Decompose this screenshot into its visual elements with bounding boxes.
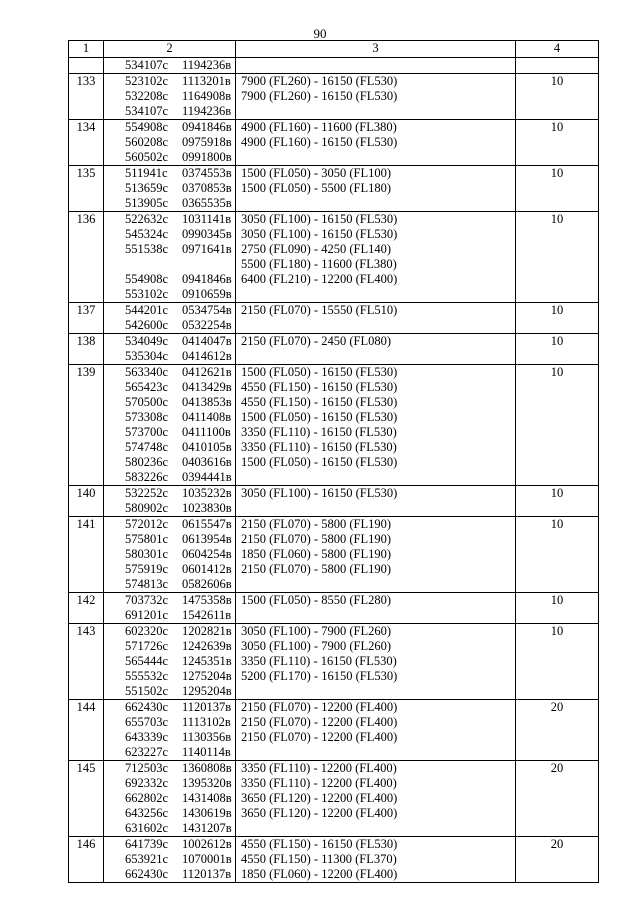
longitude: 0601412в [182,562,232,576]
row-number: 139 [69,365,104,486]
coordinate-line [125,517,235,532]
longitude: 1542611в [182,608,232,622]
coordinate-line [125,639,235,654]
longitude: 0604254в [182,547,232,561]
altitude-range [241,287,515,302]
latitude: 575919с [125,562,169,576]
coordinate-line [125,212,235,227]
row-number: 143 [69,624,104,700]
altitude-range [241,150,515,165]
coordinates-cell [104,166,236,212]
row-number: 141 [69,517,104,593]
coordinate-line [125,867,235,882]
coordinate-line [125,334,235,349]
longitude: 0410105в [182,440,232,454]
longitude: 1431207в [182,821,232,835]
latitude: 551502с [125,684,169,698]
coordinate-line [125,821,235,836]
latitude: 554908с [125,272,169,286]
longitude: 1242639в [182,639,232,653]
table-row [69,166,599,212]
latitude: 513905с [125,196,169,210]
longitude: 0991800в [182,150,232,164]
value-cell: 20 [516,761,599,837]
coordinates-cell [104,624,236,700]
coordinate-line [125,166,235,181]
coordinate-line [125,593,235,608]
latitude: 513659с [125,181,169,195]
row-number: 146 [69,837,104,883]
altitude-range: 3050 (FL100) - 16150 (FL530) [241,212,398,226]
altitude-range [241,745,515,760]
longitude: 0532254в [182,318,232,332]
altitude-range: 5200 (FL170) - 16150 (FL530) [241,669,398,683]
longitude: 0412621в [182,365,232,379]
latitude: 574813с [125,577,169,591]
altitude-range [241,470,515,485]
row-number: 136 [69,212,104,303]
latitude: 580902с [125,501,169,515]
coordinate-line [125,608,235,623]
longitude: 0365535в [182,196,232,210]
latitude: 662802с [125,791,169,805]
longitude: 0413429в [182,380,232,394]
airspace-table [68,40,599,883]
altitude-range: 2750 (FL090) - 4250 (FL140) [241,242,391,256]
value-cell: 20 [516,837,599,883]
longitude: 1194236в [182,58,232,72]
altitude-range: 2150 (FL070) - 2450 (FL080) [241,334,391,348]
longitude: 0411408в [182,410,232,424]
coordinate-line [125,181,235,196]
table-row [69,700,599,761]
column-header: 2 [104,41,236,58]
row-number: 144 [69,700,104,761]
coordinate-line [125,74,235,89]
row-number: 137 [69,303,104,334]
row-number: 138 [69,334,104,365]
coordinate-line [125,227,235,242]
altitude-range-cell [236,517,516,593]
value-cell: 10 [516,593,599,624]
altitude-range [241,318,515,333]
longitude: 0403616в [182,455,232,469]
coordinate-line [125,776,235,791]
altitude-range: 3650 (FL120) - 12200 (FL400) [241,791,398,805]
latitude: 703732с [125,593,169,607]
latitude: 574748с [125,440,169,454]
coordinate-line [125,455,235,470]
altitude-range: 2150 (FL070) - 12200 (FL400) [241,715,398,729]
coordinate-line [125,547,235,562]
altitude-range: 7900 (FL260) - 16150 (FL530) [241,89,398,103]
longitude: 0414612в [182,349,232,363]
altitude-range: 2150 (FL070) - 12200 (FL400) [241,730,398,744]
altitude-range: 1850 (FL060) - 5800 (FL190) [241,547,391,561]
row-number: 140 [69,486,104,517]
longitude: 1164908в [182,89,232,103]
latitude: 575801с [125,532,169,546]
altitude-range-cell [236,74,516,120]
altitude-range: 6400 (FL210) - 12200 (FL400) [241,272,398,286]
coordinates-cell [104,593,236,624]
longitude: 1031141в [182,212,232,226]
latitude: 523102с [125,74,169,88]
altitude-range-cell [236,486,516,517]
page-number: 90 [313,26,327,41]
longitude: 1120137в [182,700,232,714]
latitude: 643256с [125,806,169,820]
value-cell: 10 [516,365,599,486]
latitude: 535304с [125,349,169,363]
latitude: 573308с [125,410,169,424]
altitude-range: 4550 (FL150) - 11300 (FL370) [241,852,397,866]
coordinate-line [125,501,235,516]
value-cell: 10 [516,303,599,334]
table-row [69,761,599,837]
altitude-range [241,684,515,699]
longitude: 1113102в [182,715,231,729]
value-cell: 10 [516,334,599,365]
latitude: 643339с [125,730,169,744]
row-number: 135 [69,166,104,212]
value-cell: 20 [516,700,599,761]
coordinate-line [125,624,235,639]
longitude: 1023830в [182,501,232,515]
coordinate-line [125,380,235,395]
latitude: 623227с [125,745,169,759]
altitude-range: 2150 (FL070) - 5800 (FL190) [241,517,391,531]
latitude: 631602с [125,821,169,835]
table-row [69,212,599,303]
altitude-range: 1500 (FL050) - 16150 (FL530) [241,455,398,469]
altitude-range: 4550 (FL150) - 16150 (FL530) [241,380,398,394]
coordinate-line [125,395,235,410]
coordinate-line [125,196,235,211]
latitude: 555532с [125,669,169,683]
coordinate-line [125,272,235,287]
altitude-range-cell [236,303,516,334]
altitude-range: 1500 (FL050) - 16150 (FL530) [241,365,398,379]
longitude: 0394441в [182,470,232,484]
longitude: 0941846в [182,272,232,286]
longitude: 1275204в [182,669,232,683]
longitude: 0582606в [182,577,232,591]
longitude: 0534754в [182,303,232,317]
longitude: 0941846в [182,120,232,134]
coordinates-cell [104,334,236,365]
altitude-range: 3050 (FL100) - 16150 (FL530) [241,486,398,500]
table-row [69,837,599,883]
latitude: 554908с [125,120,169,134]
altitude-range: 2150 (FL070) - 5800 (FL190) [241,532,391,546]
row-number: 134 [69,120,104,166]
latitude: 532252с [125,486,169,500]
coordinate-line [125,242,235,257]
longitude: 0613954в [182,532,232,546]
coordinate-line [125,318,235,333]
value-cell [516,58,599,74]
coordinate-line [125,135,235,150]
latitude: 571726с [125,639,169,653]
coordinate-line [125,806,235,821]
value-cell: 10 [516,74,599,120]
altitude-range: 3050 (FL100) - 7900 (FL260) [241,639,391,653]
value-cell: 10 [516,166,599,212]
longitude: 1431408в [182,791,232,805]
table-header-row [69,41,599,58]
longitude: 1113201в [182,74,231,88]
latitude: 522632с [125,212,169,226]
altitude-range-cell [236,120,516,166]
longitude: 0971641в [182,242,232,256]
altitude-range: 2150 (FL070) - 5800 (FL190) [241,562,391,576]
latitude: 560208с [125,135,169,149]
column-header: 4 [516,41,599,58]
latitude: 532208с [125,89,169,103]
latitude: 572012с [125,517,169,531]
longitude: 1120137в [182,867,232,881]
longitude: 1194236в [182,104,232,118]
latitude: 565444с [125,654,169,668]
latitude: 534107с [125,104,169,118]
latitude: 602320с [125,624,169,638]
altitude-range: 2150 (FL070) - 12200 (FL400) [241,700,398,714]
altitude-range: 1500 (FL050) - 3050 (FL100) [241,166,391,180]
coordinate-line [125,715,235,730]
row-number [69,58,104,74]
table-row [69,486,599,517]
altitude-range: 1850 (FL060) - 12200 (FL400) [241,867,398,881]
table-row [69,120,599,166]
coordinates-cell [104,212,236,303]
value-cell: 10 [516,486,599,517]
coordinate-line [125,486,235,501]
value-cell: 10 [516,212,599,303]
table-row [69,593,599,624]
coordinate-line [125,470,235,485]
altitude-range-cell [236,761,516,837]
longitude: 1245351в [182,654,232,668]
coordinate-line [125,654,235,669]
longitude: 1140114в [182,745,231,759]
value-cell: 10 [516,120,599,166]
latitude: 662430с [125,700,169,714]
longitude: 0414047в [182,334,232,348]
coordinate-line [125,684,235,699]
coordinate-line [125,89,235,104]
coordinates-cell [104,700,236,761]
latitude: 653921с [125,852,169,866]
longitude: 0615547в [182,517,232,531]
longitude: 1070001в [182,852,232,866]
latitude: 544201с [125,303,169,317]
latitude: 511941с [125,166,168,180]
longitude: 1395320в [182,776,232,790]
longitude: 0990345в [182,227,232,241]
column-header: 1 [69,41,104,58]
latitude: 563340с [125,365,169,379]
altitude-range-cell [236,593,516,624]
coordinates-cell [104,837,236,883]
latitude: 551538с [125,242,169,256]
latitude: 662430с [125,867,169,881]
latitude: 712503с [125,761,169,775]
coordinate-line [125,669,235,684]
altitude-range: 3650 (FL120) - 12200 (FL400) [241,806,398,820]
altitude-range: 3350 (FL110) - 16150 (FL530) [241,440,397,454]
table-row [69,624,599,700]
coordinate-line [125,150,235,165]
altitude-range: 3050 (FL100) - 7900 (FL260) [241,624,391,638]
coordinate-line [125,791,235,806]
column-header: 3 [236,41,516,58]
altitude-range: 5500 (FL180) - 11600 (FL380) [241,257,397,271]
value-cell: 10 [516,624,599,700]
coordinate-line [125,577,235,592]
longitude: 1360808в [182,761,232,775]
coordinates-cell [104,761,236,837]
coordinates-cell [104,58,236,74]
altitude-range [241,608,515,623]
longitude: 1035232в [182,486,232,500]
latitude: 580236с [125,455,169,469]
coordinates-cell [104,486,236,517]
altitude-range-cell [236,365,516,486]
altitude-range: 4900 (FL160) - 16150 (FL530) [241,135,398,149]
coordinate-line [125,761,235,776]
coordinate-line [125,257,235,272]
coordinates-cell [104,365,236,486]
coordinate-line [125,58,235,73]
table-row [69,365,599,486]
altitude-range: 7900 (FL260) - 16150 (FL530) [241,74,398,88]
latitude: 565423с [125,380,169,394]
coordinate-line [125,425,235,440]
coordinate-line [125,104,235,119]
altitude-range [241,821,515,836]
latitude: 542600с [125,318,169,332]
coordinates-cell [104,303,236,334]
latitude: 692332с [125,776,169,790]
latitude: 573700с [125,425,169,439]
coordinate-line [125,349,235,364]
latitude: 534049с [125,334,169,348]
altitude-range [241,196,515,211]
latitude: 691201с [125,608,169,622]
coordinate-line [125,120,235,135]
coordinates-cell [104,517,236,593]
latitude: 560502с [125,150,169,164]
altitude-range-cell [236,166,516,212]
latitude: 580301с [125,547,169,561]
longitude: 0910659в [182,287,232,301]
coordinate-line [125,730,235,745]
altitude-range-cell [236,700,516,761]
latitude: 545324с [125,227,169,241]
value-cell: 10 [516,517,599,593]
latitude: 570500с [125,395,169,409]
latitude: 583226с [125,470,169,484]
altitude-range: 1500 (FL050) - 8550 (FL280) [241,593,391,607]
coordinates-cell [104,74,236,120]
longitude: 0370853в [182,181,232,195]
altitude-range: 2150 (FL070) - 15550 (FL510) [241,303,398,317]
longitude: 1295204в [182,684,232,698]
coordinate-line [125,852,235,867]
altitude-range: 1500 (FL050) - 16150 (FL530) [241,410,398,424]
longitude: 1430619в [182,806,232,820]
altitude-range [241,501,515,516]
latitude: 534107с [125,58,169,72]
altitude-range: 3350 (FL110) - 12200 (FL400) [241,761,397,775]
longitude: 0374553в [182,166,232,180]
coordinate-line [125,365,235,380]
altitude-range: 3350 (FL110) - 16150 (FL530) [241,654,397,668]
altitude-range [241,349,515,364]
coordinate-line [125,745,235,760]
latitude: 641739с [125,837,169,851]
row-number: 145 [69,761,104,837]
altitude-range: 4550 (FL150) - 16150 (FL530) [241,837,398,851]
coordinate-line [125,532,235,547]
altitude-range [241,577,515,592]
table-row [69,58,599,74]
coordinate-line [125,837,235,852]
coordinate-line [125,410,235,425]
row-number: 142 [69,593,104,624]
longitude: 0975918в [182,135,232,149]
longitude: 1475358в [182,593,232,607]
coordinates-cell [104,120,236,166]
altitude-range [241,58,515,73]
longitude: 1130356в [182,730,232,744]
table-row [69,334,599,365]
altitude-range: 1500 (FL050) - 5500 (FL180) [241,181,391,195]
table-row [69,303,599,334]
altitude-range-cell [236,334,516,365]
altitude-range: 4550 (FL150) - 16150 (FL530) [241,395,398,409]
altitude-range [241,104,515,119]
altitude-range: 3050 (FL100) - 16150 (FL530) [241,227,398,241]
coordinate-line [125,303,235,318]
altitude-range-cell [236,624,516,700]
altitude-range: 4900 (FL160) - 11600 (FL380) [241,120,397,134]
row-number: 133 [69,74,104,120]
altitude-range-cell [236,212,516,303]
longitude: 1202821в [182,624,232,638]
longitude: 0411100в [182,425,231,439]
altitude-range: 3350 (FL110) - 16150 (FL530) [241,425,397,439]
longitude: 1002612в [182,837,232,851]
coordinate-line [125,287,235,302]
coordinate-line [125,440,235,455]
latitude: 553102с [125,287,169,301]
altitude-range-cell [236,58,516,74]
altitude-range: 3350 (FL110) - 12200 (FL400) [241,776,397,790]
longitude: 0413853в [182,395,232,409]
latitude: 655703с [125,715,169,729]
table-row [69,517,599,593]
table-row [69,74,599,120]
coordinate-line [125,562,235,577]
altitude-range-cell [236,837,516,883]
coordinate-line [125,700,235,715]
